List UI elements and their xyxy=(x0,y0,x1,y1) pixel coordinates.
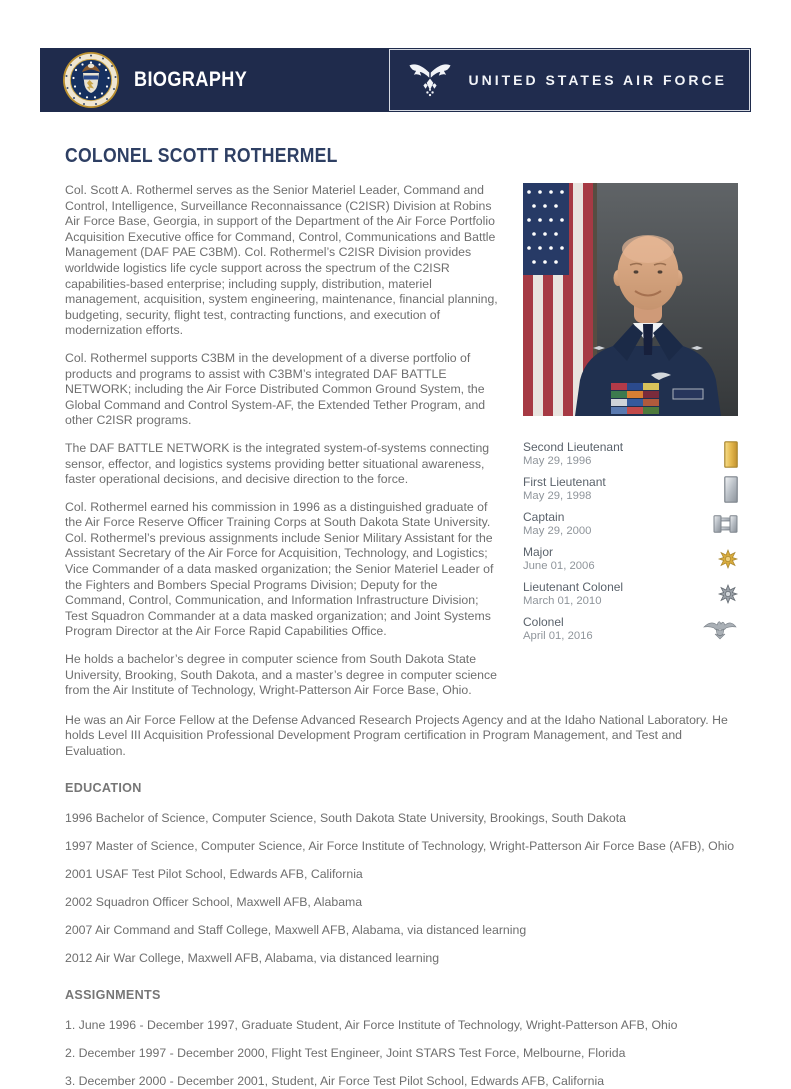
assignment-item: 1. June 1996 - December 1997, Graduate Student, Air Force Institute of Technology, Wright-Patterson AFB, Ohio xyxy=(65,1017,678,1032)
rank-label: Second Lieutenant xyxy=(523,440,624,454)
header-band xyxy=(40,48,751,112)
assignments-heading: ASSIGNMENTS xyxy=(65,987,161,1002)
main-content xyxy=(65,112,738,1089)
bio-paragraph: The DAF BATTLE NETWORK is the integrated system-of-systems connecting sensor, effector, and logistics systems providing better situational awareness, faster operational decisions, and decisive direction to the force. xyxy=(65,440,490,487)
rank-date: April 01, 2016 xyxy=(523,630,593,642)
rank-date: May 29, 1996 xyxy=(523,455,592,467)
education-item: 2002 Squadron Officer School, Maxwell AFB, Alabama xyxy=(65,894,363,909)
biography-page xyxy=(0,48,791,1088)
page-title: COLONEL SCOTT ROTHERMEL xyxy=(65,145,338,167)
rank-date: June 01, 2006 xyxy=(523,560,595,572)
promotion-item xyxy=(523,545,738,573)
captain-double-bars-insignia-icon xyxy=(713,515,738,533)
bio-paragraph: Col. Rothermel earned his commission in 1996 as a distinguished graduate of the Air Force Reserve Officer Training Corps at South Dakota State University. Col. Rothermel’s previous assignments include Senior Military Assistant for the Assistant Secretary of the Air Force for Acquisition, Technology, and Logistics; Vice Commander of a data masked organization; the Senior Materiel Leader of the Fighters and Bombers Special Programs Division; Deputy for the Command, Control, Communication, and Information Infrastructure Division; Test Squadron Commander at a data masked organization; and Joint Systems Program Director at the Air Force Rapid Capabilities Office. xyxy=(65,499,494,639)
usaf-wings-icon xyxy=(408,59,452,101)
air-force-seal-icon xyxy=(62,51,120,109)
bio-paragraph: Col. Rothermel supports C3BM in the development of a diverse portfolio of products and programs to assist with C3BM’s integrated DAF BATTLE NETWORK; including the Air Force Distributed Common Ground System, the Global Command and Control System-AF, the Extended Tether Program, and other C2ISR programs. xyxy=(65,350,486,428)
education-item: 2001 USAF Test Pilot School, Edwards AFB, California xyxy=(65,866,363,881)
education-item: 2012 Air War College, Maxwell AFB, Alabama, via distanced learning xyxy=(65,951,440,966)
gold-oak-leaf-insignia-icon xyxy=(718,549,738,569)
education-item: 1996 Bachelor of Science, Computer Science, South Dakota State University, Brookings, South Dakota xyxy=(65,810,626,825)
rank-label: Captain xyxy=(523,510,565,524)
rank-label: Major xyxy=(523,545,554,559)
official-portrait-photo xyxy=(523,183,738,416)
promotion-item xyxy=(523,580,738,608)
assignment-item: 3. December 2000 - December 2001, Student, Air Force Test Pilot School, Edwards AFB, California xyxy=(65,1073,605,1088)
bio-paragraph: He holds a bachelor’s degree in computer science from South Dakota State University, Brooking, South Dakota, and a master’s degree in computer science from the Air Institute of Technology, Wright-Patterson Air Force Base, Ohio. xyxy=(65,652,497,698)
rank-date: May 29, 1998 xyxy=(523,490,592,502)
education-item: 2007 Air Command and Staff College, Maxwell AFB, Alabama, via distanced learning xyxy=(65,922,527,937)
biography-label: BIOGRAPHY xyxy=(134,68,248,91)
gold-bar-insignia-icon xyxy=(724,441,738,468)
bio-text-column xyxy=(65,183,499,711)
assignment-item: 2. December 1997 - December 2000, Flight Test Engineer, Joint STARS Test Force, Melbourne, Florida xyxy=(65,1045,626,1060)
rank-label: Lieutenant Colonel xyxy=(523,580,624,594)
rank-label: First Lieutenant xyxy=(523,475,606,489)
bio-paragraph-full-width: He was an Air Force Fellow at the Defense Advanced Research Projects Agency and at the Idaho National Laboratory. He holds Level III Acquisition Professional Development Program certification in Program Management, and Test and Evaluation. xyxy=(65,712,728,758)
sidebar-column xyxy=(523,183,738,711)
promotion-item xyxy=(523,615,738,643)
education-heading: EDUCATION xyxy=(65,780,142,795)
education-list xyxy=(65,811,738,967)
header-left xyxy=(40,51,266,109)
assignments-list xyxy=(65,1018,738,1089)
promotion-item xyxy=(523,475,738,503)
silver-oak-leaf-insignia-icon xyxy=(718,584,738,604)
rank-date: March 01, 2010 xyxy=(523,595,602,607)
education-item: 1997 Master of Science, Computer Science, Air Force Institute of Technology, Wright-Patterson Air Force Base (AFB), Ohio xyxy=(65,838,735,853)
usaf-logo-box xyxy=(389,49,750,111)
org-label: UNITED STATES AIR FORCE xyxy=(468,72,727,88)
colonel-eagle-insignia-icon xyxy=(702,618,738,640)
promotion-item xyxy=(523,510,738,538)
promotion-item xyxy=(523,440,738,468)
rank-label: Colonel xyxy=(523,615,564,629)
silver-bar-insignia-icon xyxy=(724,476,738,503)
promotions-list xyxy=(523,440,738,643)
bio-paragraph: Col. Scott A. Rothermel serves as the Senior Materiel Leader, Command and Control, Intelligence, Surveillance Reconnaissance (C2ISR) Division at Robins Air Force Base, Georgia, in support of the Department of the Air Force Portfolio Acquisition Executive office for Command, Control, Communications and Battle Management (DAF PAE C3BM). Col. Rothermel’s C2ISR Division provides worldwide logistics life cycle support across the spectrum of the C2ISR capabilities-based enterprise; including supply, distribution, materiel management, acquisition, system engineering, maintenance, financial planning, budgeting, security, flight test, contracting functions, and execution of modernization efforts. xyxy=(65,183,498,338)
rank-date: May 29, 2000 xyxy=(523,525,592,537)
